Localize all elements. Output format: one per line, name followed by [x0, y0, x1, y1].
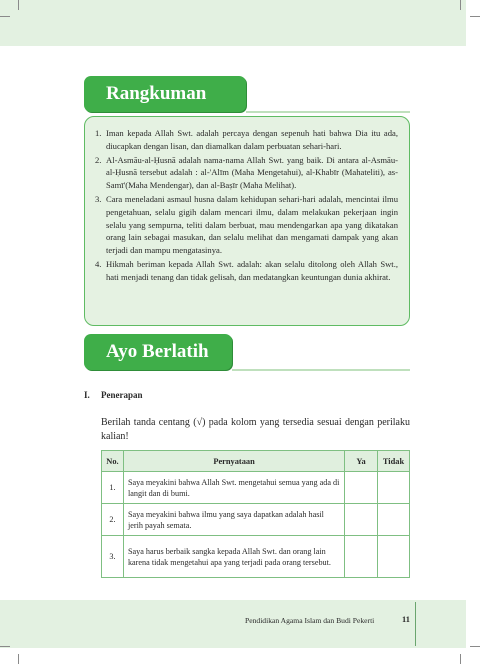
summary-item-text: Hikmah beriman kepada Allah Swt. adalah: akan selalu ditolong oleh Allah Swt., hati menjadi tenang dan tidak gelisah, dan medatangkan keuntungan dunia akhirat. — [106, 258, 398, 282]
crop-mark — [18, 0, 19, 10]
crop-mark — [470, 646, 480, 647]
table-header-row — [102, 451, 410, 472]
row-statement: Saya meyakini bahwa ilmu yang saya dapatkan adalah hasil jerih payah semata. — [123, 504, 344, 536]
yes-answer-cell[interactable] — [345, 472, 378, 504]
ayo-berlatih-heading — [84, 334, 232, 370]
table-row — [102, 472, 410, 504]
summary-item — [95, 154, 398, 192]
footer-book-title: Pendidikan Agama Islam dan Budi Pekerti — [245, 616, 375, 625]
rangkuman-title: Rangkuman — [106, 83, 207, 104]
table-row — [102, 536, 410, 578]
summary-item-number: 3. — [95, 193, 102, 204]
summary-box — [84, 116, 410, 326]
column-header-no: No. — [102, 451, 124, 472]
page-number-divider — [415, 602, 416, 646]
crop-mark — [460, 654, 461, 664]
yes-answer-cell[interactable] — [345, 536, 378, 578]
summary-item-text: Cara meneladani asmaul husna dalam kehidupan sehari-hari adalah, mencintai ilmu pengetahuan, selalu gigih dalam mencari ilmu, dalam melakukan pekerjaan ingin selalu yang sempurna, teliti dalam berbuat, mau mendengarkan apa yang dikatakan orang lain sebagai masukan, dan selalu melihat dan mengamati dampak yang akan terjadi dan mampu mengatasinya. — [106, 193, 398, 256]
crop-mark — [0, 646, 10, 647]
summary-item-text: Iman kepada Allah Swt. adalah percaya dengan sepenuh hati bahwa Dia itu ada, diucapkan dengan lisan, dan diamalkan dalam perbuatan sehari-hari. — [106, 128, 398, 151]
heading-underline — [232, 369, 410, 371]
row-statement: Saya meyakini bahwa Allah Swt. mengetahui semua yang ada di langit dan di bumi. — [123, 472, 344, 504]
section-heading — [84, 390, 143, 400]
yes-answer-cell[interactable] — [345, 504, 378, 536]
crop-mark — [18, 654, 19, 664]
crop-mark — [0, 16, 10, 17]
ayo-berlatih-title: Ayo Berlatih — [106, 341, 209, 362]
crop-mark — [460, 0, 461, 10]
summary-item-text: Al-Asmāu-al-Ḥusnā adalah nama-nama Allah Swt. yang baik. Di antara al-Asmāu-al-Ḥusnā tersebut adalah : al-'Alīm (Maha Mengetahui), al-Khabīr (Mahateliti), as-Samī'(Maha Mendengar), dan al-Baṣīr (Maha Melihat). — [106, 154, 398, 191]
exercise-table — [101, 450, 410, 578]
row-number: 2. — [102, 504, 124, 536]
crop-mark — [470, 16, 480, 17]
heading-underline — [246, 111, 410, 113]
bottom-decorative-band — [0, 600, 466, 648]
column-header-no-answer: Tidak — [378, 451, 410, 472]
table-row — [102, 504, 410, 536]
summary-item-number: 2. — [95, 154, 102, 165]
summary-item-number: 1. — [95, 128, 102, 138]
summary-item — [95, 127, 398, 153]
no-answer-cell[interactable] — [378, 504, 410, 536]
summary-item — [95, 193, 398, 257]
no-answer-cell[interactable] — [378, 536, 410, 578]
section-numeral: I. — [84, 390, 90, 400]
instruction-text: Berilah tanda centang (√) pada kolom yang tersedia sesuai dengan perilaku kalian! — [101, 417, 410, 442]
row-number: 3. — [102, 536, 124, 578]
column-header-yes: Ya — [345, 451, 378, 472]
row-statement: Saya harus berbaik sangka kepada Allah Swt. dan orang lain karena tidak mengetahui apa yang terjadi pada orang tersebut. — [123, 536, 344, 578]
summary-item — [95, 258, 398, 284]
rangkuman-heading — [84, 76, 246, 112]
section-title: Penerapan — [101, 390, 143, 400]
row-number: 1. — [102, 472, 124, 504]
column-header-statement: Pernyataan — [123, 451, 344, 472]
no-answer-cell[interactable] — [378, 472, 410, 504]
page-number: 11 — [402, 615, 410, 624]
summary-item-number: 4. — [95, 258, 102, 269]
summary-list — [95, 127, 398, 284]
top-decorative-band — [0, 0, 466, 46]
